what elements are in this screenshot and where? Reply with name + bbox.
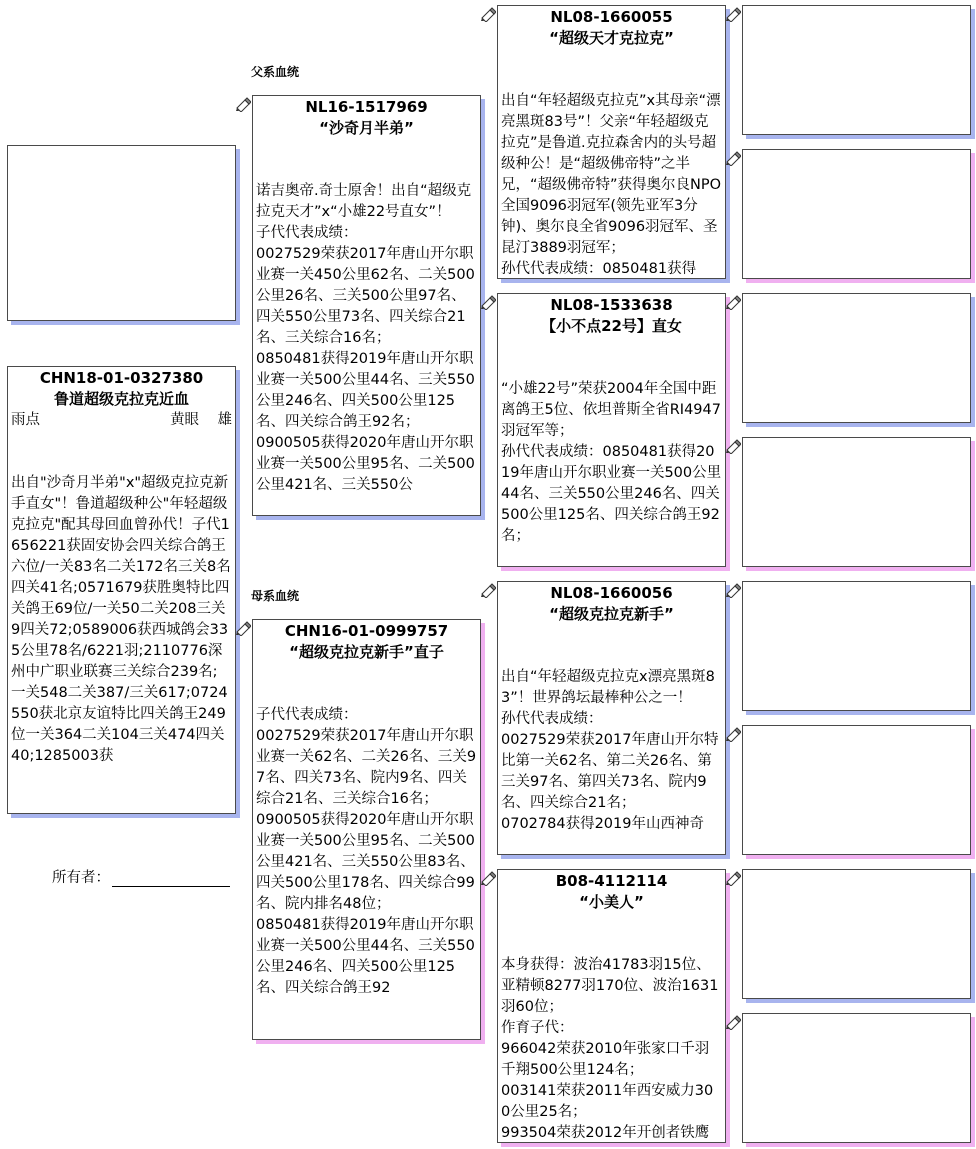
gp3-name: “超级克拉克新手” [549,605,674,623]
sire-card[interactable] [252,95,481,516]
owner-label: 所有者： [52,870,110,886]
edit-pencil-icon[interactable] [725,294,741,310]
sire-line-label: 父系血统 [251,65,300,79]
sire-name: “沙奇月半弟” [319,119,414,137]
edit-pencil-icon[interactable] [725,582,741,598]
ggp-card[interactable] [742,869,971,999]
edit-pencil-icon[interactable] [725,870,741,886]
edit-pencil-icon[interactable] [235,96,251,112]
gp3-ring: NL08-1660056 [550,584,673,602]
subject-eye: 黄眼 [170,412,200,428]
edit-pencil-icon[interactable] [480,6,496,22]
granddam-maternal-card[interactable] [497,869,726,1143]
gp2-name: 【小不点22号】直女 [541,317,682,335]
ggp-card[interactable] [742,293,971,423]
edit-pencil-icon[interactable] [725,438,741,454]
gp1-description: 出自“年轻超级克拉克”x其母亲“漂亮黑斑83号”！父亲“年轻超级克拉克”是鲁道.克拉森舍内的头号超级种公！是“超级佛帝特”之半兄，“超级佛帝特”获得奥尔良NPO全国9096羽冠军(领先亚军3分钟)、奥尔良全省9096羽冠军、圣昆汀3889羽冠军； 孙代代表成绩：0850481获得 [501,93,722,277]
gp2-ring: NL08-1533638 [550,296,673,314]
gp2-description: “小雄22号”荣获2004年全国中距离鸽王5位、依坦普斯全省RI4947羽冠军等； 孙代代表成绩：0850481获得2019年唐山开尔职业赛一关500公里44名、三关550公里246名、四关500公里125名、四关综合鸽王92名； [501,381,722,544]
dam-card[interactable] [252,619,481,1040]
sire-description: 诺吉奥帝.奇士原舍！出自“超级克拉克天才”x“小雄22号直女”！ 子代代表成绩： 0027529荣获2017年唐山开尔职业赛一关450公里62名、二关500公里26名、三关500公里97名、四关550公里73名、四关综合21名、三关综合16名； 0850481获得2019年唐山开尔职业赛一关500公里44名、三关550公里246名、四关500公里125名、四关综合鸽王92名； 0900505获得2020年唐山开尔职业赛一关500公里95名、二关500公里421名、三关550公 [256,183,475,493]
gp1-ring: NL08-1660055 [550,8,673,26]
gp4-ring: B08-4112114 [555,872,668,890]
photo-frame [7,145,236,321]
ggp-card[interactable] [742,437,971,567]
edit-pencil-icon[interactable] [725,6,741,22]
gp3-description: 出自“年轻超级克拉克x漂亮黑斑83”！世界鸽坛最棒种公之一！ 孙代代表成绩： 0027529荣获2017年唐山开尔特比第一关62名、第二关26名、第三关97名、第四关73名、院内9名、四关综合21名； 0702784获得2019年山西神奇 [501,669,719,832]
dam-description: 子代代表成绩： 0027529荣获2017年唐山开尔职业赛一关62名、二关26名、三关97名、四关73名、院内9名、四关综合21名、三关综合16名； 0900505获得2020年唐山开尔职业赛一关500公里95名、二关500公里421名、三关550公里83名、四关500公里178名、四关综合99名、院内排名48位； 0850481获得2019年唐山开尔职业赛一关500公里44名、三关550公里246名、四关500公里125名、四关综合鸽王92 [256,707,477,996]
ggp-card[interactable] [742,1013,971,1143]
subject-sex: 雄 [217,412,232,428]
grandsire-maternal-card[interactable] [497,581,726,855]
edit-pencil-icon[interactable] [480,294,496,310]
subject-ring: CHN18-01-0327380 [39,369,204,387]
edit-pencil-icon[interactable] [480,582,496,598]
ggp-card[interactable] [742,149,971,279]
edit-pencil-icon[interactable] [725,1014,741,1030]
owner-line[interactable] [112,873,230,887]
edit-pencil-icon[interactable] [480,870,496,886]
subject-description: 出自"沙奇月半弟"x"超级克拉克新手直女"！鲁道超级种公"年轻超级克拉克"配其母回血曾孙代！子代1656221获固安协会四关综合鸽王六位/一关83名二关172名三关8名四关41名;0571679获胜奥特比四关鸽王69位/一关50二关208三关9四关72;0589006获西城鸽会335公里78名/6221羽;2110776深州中广职业联赛三关综合239名;一关548二关387/三关617;0724550获北京友谊特比四关鸽王249位一关364二关104三关474四关40;1285003获 [11,475,231,764]
subject-color: 雨点 [11,412,40,428]
gp4-name: “小美人” [579,893,644,911]
sire-ring: NL16-1517969 [305,98,428,116]
dam-name: “超级克拉克新手”直子 [289,643,444,661]
granddam-paternal-card[interactable] [497,293,726,567]
dam-ring: CHN16-01-0999757 [284,622,449,640]
owner-field [52,866,230,887]
ggp-card[interactable] [742,725,971,855]
edit-pencil-icon[interactable] [725,150,741,166]
gp4-description: 本身获得：波治41783羽15位、亚精顿8277羽170位、波治1631羽60位； 作育子代： 966042荣获2010年张家口千羽千翔500公里124名； 003141荣获2011年西安威力300公里25名； 993504荣获2012年开创者铁鹰 [501,957,719,1141]
gp1-name: “超级天才克拉克” [549,29,674,47]
grandsire-paternal-card[interactable] [497,5,726,279]
dam-line-label: 母系血统 [251,589,300,603]
ggp-card[interactable] [742,581,971,711]
subject-name: 鲁道超级克拉克近血 [53,390,189,408]
edit-pencil-icon[interactable] [235,620,251,636]
ggp-card[interactable] [742,5,971,135]
edit-pencil-icon[interactable] [725,726,741,742]
subject-card[interactable] [7,366,236,814]
